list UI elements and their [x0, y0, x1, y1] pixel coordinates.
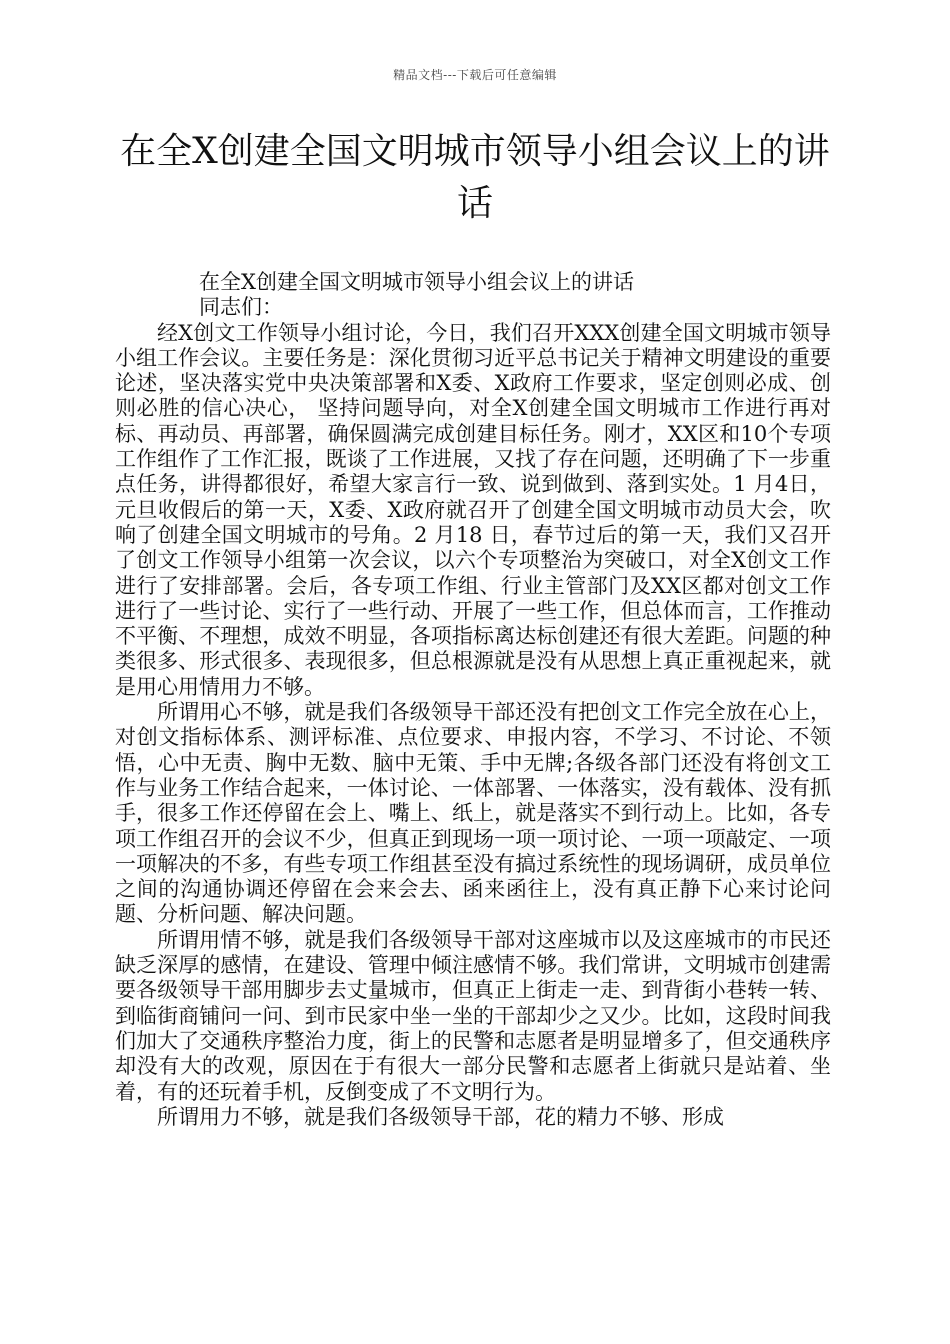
- paragraph-2: 所谓用心不够，就是我们各级领导干部还没有把创文工作完全放在心上，对创文指标体系、测评标准、点位要求、申报内容，不学习、不讨论、不领悟，心中无责、胸中无数、脑中无策、手中无牌;各级各部门还没有将创文工作与业务工作结合起来，一体讨论、一体部署、一体落实，没有载体、没有抓手，很多工作还停留在会上、嘴上、纸上，就是落实不到行动上。比如，各专项工作组召开的会议不少，但真正到现场一项一项讨论、一项一项敲定、一项一项解决的不多，有些专项工作组甚至没有搞过系统性的现场调研，成员单位之间的沟通协调还停留在会来会去、函来函往上，没有真正静下心来讨论问题、分析问题、解决问题。: [115, 700, 831, 927]
- paragraph-1: 经X创文工作领导小组讨论，今日，我们召开XXX创建全国文明城市领导小组工作会议。主要任务是：深化贯彻习近平总书记关于精神文明建设的重要论述，坚决落实党中央决策部署和X委、X政府工作要求，坚定创则必成、创则必胜的信心决心， 坚持问题导向，对全X创建全国文明城市工作进行再对标、再动员、再部署，确保圆满完成创建目标任务。刚才，XX区和10个专项工作组作了工作汇报，既谈了工作进展，又找了存在问题，还明确了下一步重点任务，讲得都很好，希望大家言行一致、说到做到、落到实处。1 月4日，元旦收假后的第一天，X委、X政府就召开了创建全国文明城市动员大会，吹响了创建全国文明城市的号角。2 月18 日，春节过后的第一天，我们又召开了创文工作领导小组第一次会议，以六个专项整治为突破口，对全X创文工作进行了安排部署。会后，各专项工作组、行业主管部门及XX区都对创文工作进行了一些讨论、实行了一些行动、开展了一些工作，但总体而言，工作推动不平衡、不理想，成效不明显，各项指标离达标创建还有很大差距。问题的种类很多、形式很多、表现很多，但总根源就是没有从思想上真正重视起来，就是用心用情用力不够。: [115, 320, 831, 699]
- document-title: 在全X创建全国文明城市领导小组会议上的讲话: [120, 131, 830, 224]
- paragraph-3: 所谓用情不够，就是我们各级领导干部对这座城市以及这座城市的市民还缺乏深厚的感情，在建设、管理中倾注感情不够。我们常讲，文明城市创建需要各级领导干部用脚步去丈量城市，但真正上街走一走、到背街小巷转一转、到临街商铺问一问、到市民家中坐一坐的干部却少之又少。比如，这段时间我们加大了交通秩序整治力度，街上的民警和志愿者是明显增多了，但交通秩序却没有大的改观，原因在于有很大一部分民警和志愿者上街就只是站着、坐着，有的还玩着手机，反倒变成了不文明行为。: [115, 927, 831, 1104]
- document-subtitle: 在全X创建全国文明城市领导小组会议上的讲话: [199, 270, 634, 294]
- salutation: 同志们：: [199, 295, 283, 320]
- paragraph-4: 所谓用力不够，就是我们各级领导干部，花的精力不够、形成: [157, 1104, 724, 1129]
- header-note: 精品文档---下载后可任意编辑: [393, 68, 557, 82]
- document-body: [115, 270, 831, 1130]
